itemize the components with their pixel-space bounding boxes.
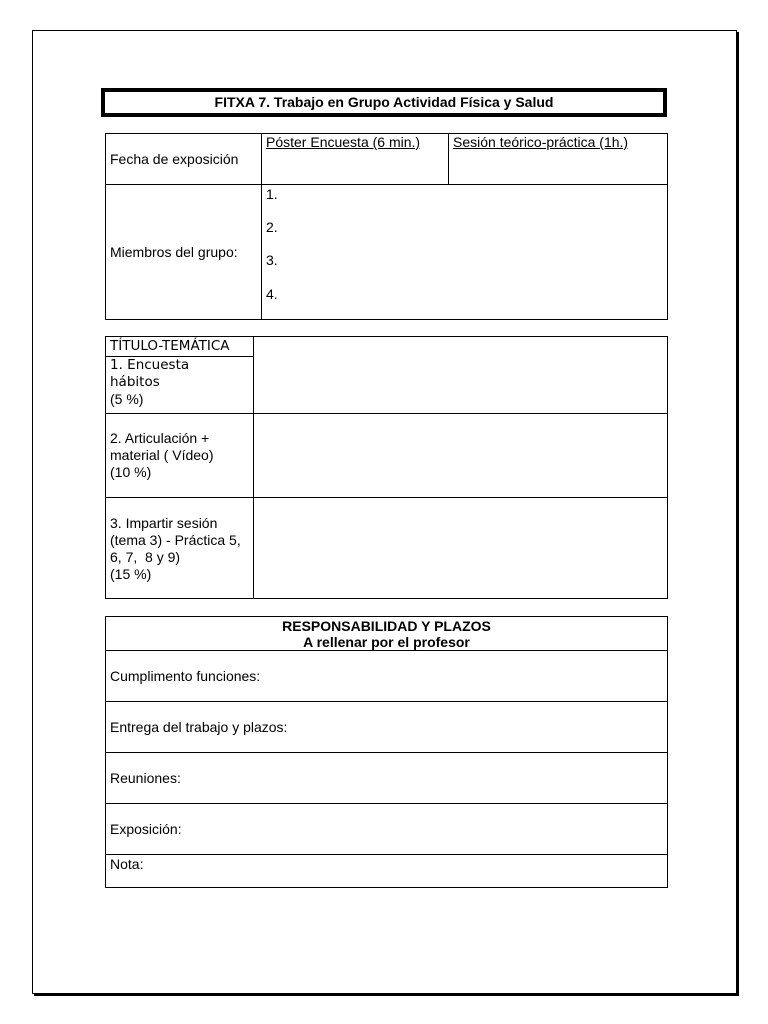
row-cumplimiento: Cumplimento funciones: (106, 651, 668, 702)
member-3: 3. (266, 252, 278, 268)
topic-1-line-2: hábitos (110, 374, 160, 390)
poster-column-header: Póster Encuesta (6 min.) (262, 134, 449, 185)
topics-table (105, 336, 668, 599)
member-1: 1. (266, 186, 278, 202)
topic-3-line-2: (tema 3) - Práctica 5, (110, 532, 241, 548)
row-entrega: Entrega del trabajo y plazos: (106, 702, 668, 753)
responsibility-subtitle: A rellenar por el profesor (303, 633, 470, 650)
topic-1-line-1: 1. Encuesta (110, 357, 190, 373)
topic-2-line-2: material ( Vídeo) (110, 447, 214, 463)
topic-2-cell (106, 414, 254, 498)
responsibility-header (106, 617, 668, 651)
topic-3-weight: (15 %) (110, 566, 152, 582)
session-column-header: Sesión teórico-práctica (1h.) (449, 134, 668, 185)
topic-3-cell (106, 498, 254, 599)
topic-3-answer (254, 498, 668, 599)
topic-3-line-3: 6, 7, 8 y 9) (110, 549, 181, 565)
exposition-date-label: Fecha de exposición (106, 134, 262, 185)
row-reuniones: Reuniones: (106, 753, 668, 804)
topic-3-line-1: 3. Impartir sesión (110, 515, 218, 531)
group-members-label: Miembros del grupo: (106, 185, 262, 320)
group-members-list (262, 185, 668, 320)
topic-1-answer (254, 337, 668, 414)
topic-1-weight: (5 %) (110, 391, 144, 407)
topic-1-cell (106, 337, 254, 414)
exposition-table (105, 133, 668, 320)
responsibility-table (105, 616, 668, 888)
row-exposicion: Exposición: (106, 804, 668, 855)
topic-2-answer (254, 414, 668, 498)
topic-2-weight: (10 %) (110, 464, 152, 480)
topic-header: TÍTULO-TEMÁTICA (106, 337, 253, 357)
member-4: 4. (266, 286, 278, 302)
topic-2-line-1: 2. Articulación + (110, 430, 210, 446)
row-nota: Nota: (106, 855, 668, 888)
member-2: 2. (266, 219, 278, 235)
document-title: FITXA 7. Trabajo en Grupo Actividad Física y Salud (101, 88, 667, 117)
responsibility-title: RESPONSABILIDAD Y PLAZOS (282, 617, 491, 634)
